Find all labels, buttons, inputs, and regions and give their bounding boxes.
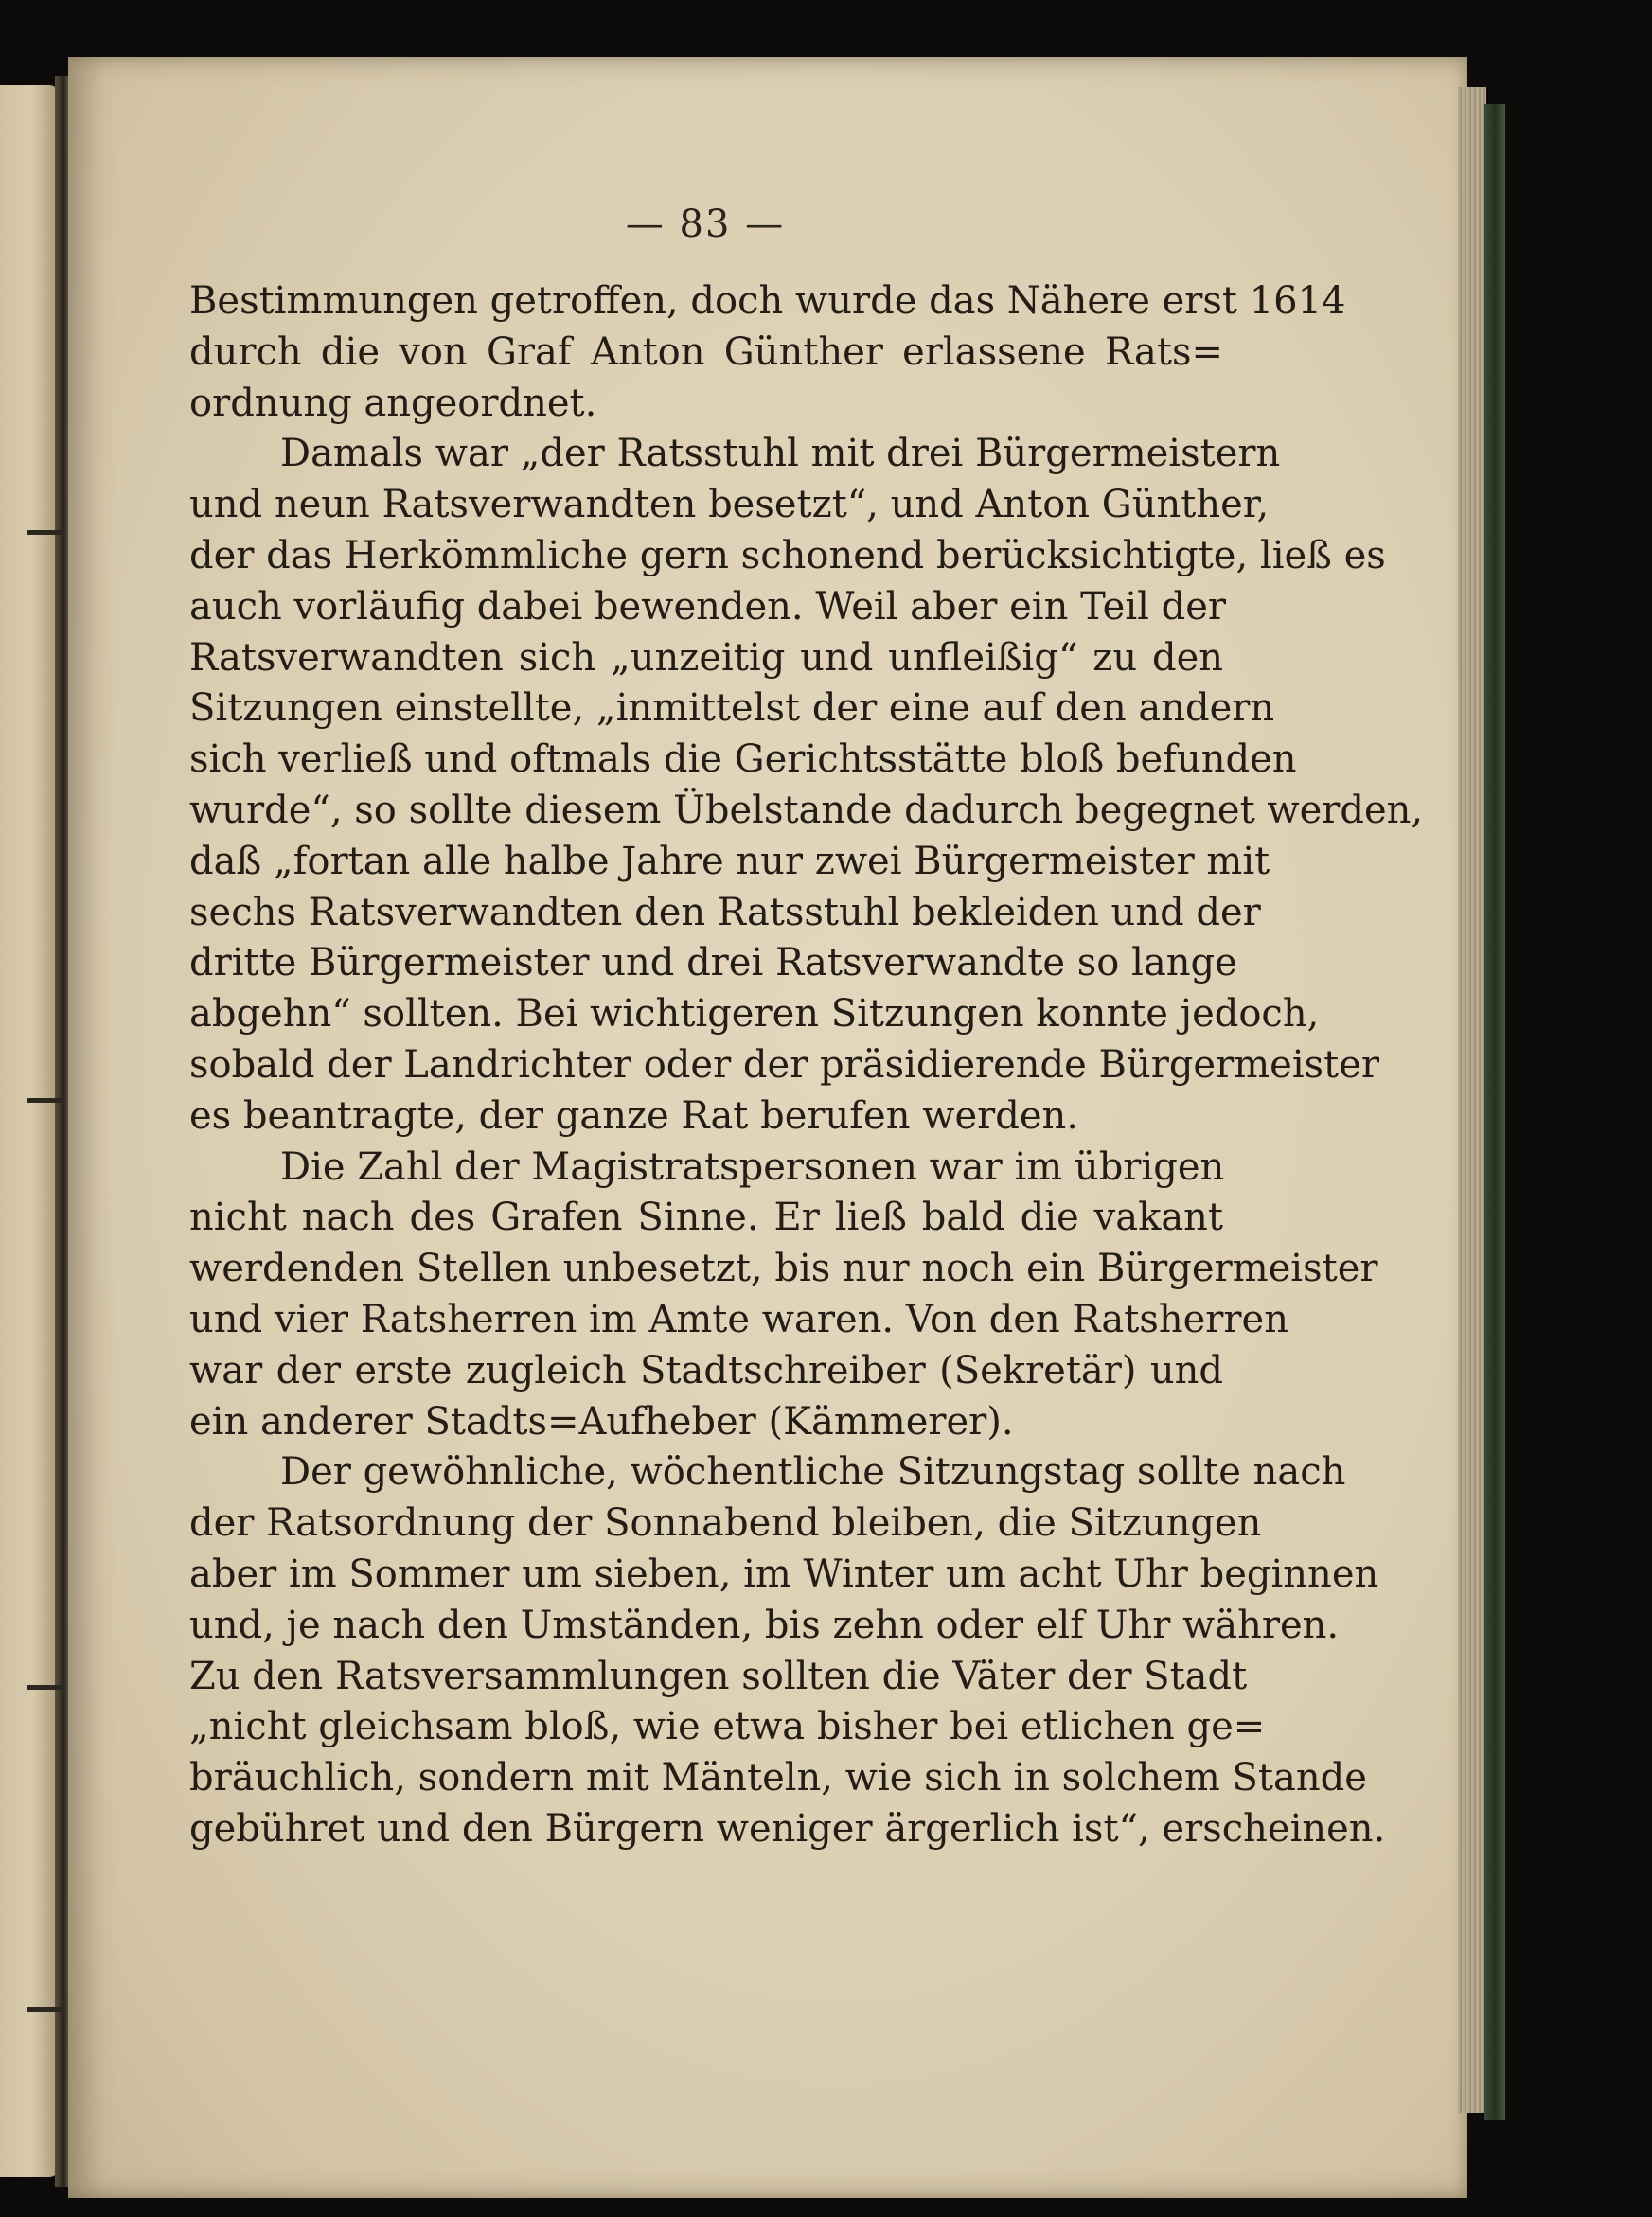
text-line: es beantragte, der ganze Rat berufen werden.: [189, 1093, 1078, 1138]
body-text: [189, 276, 1424, 1855]
text-line: wurde“, so sollte diesem Übelstande dadurch begegnet werden,: [189, 788, 1424, 832]
text-line: ordnung angeordnet.: [189, 381, 597, 425]
text-line: auch vorläufig dabei bewenden. Weil aber ein Teil der: [189, 584, 1227, 629]
text-line: sobald der Landrichter oder der präsidierende Bürgermeister: [189, 1042, 1380, 1087]
text-line: Sitzungen einstellte, „inmittelst der eine auf den andern: [189, 686, 1275, 731]
text-line: nicht nach des Grafen Sinne. Er ließ bald die vakant: [189, 1196, 1223, 1240]
text-line: sechs Ratsverwandten den Ratsstuhl bekleiden und der: [189, 890, 1261, 934]
paragraph: [189, 1143, 1378, 1448]
text-line: dritte Bürgermeister und drei Ratsverwandte so lange: [189, 941, 1237, 985]
text-line: Ratsverwandten sich „unzeitig und unfleißig“ zu den: [189, 635, 1223, 680]
text-line: „nicht gleichsam bloß, wie etwa bisher bei etlichen ge=: [189, 1705, 1266, 1749]
text-line: der Ratsordnung der Sonnabend bleiben, die Sitzungen: [189, 1501, 1262, 1546]
binding-stitch: [27, 1685, 64, 1690]
text-line: abgehn“ sollten. Bei wichtigeren Sitzungen konnte jedoch,: [189, 992, 1320, 1037]
text-line: aber im Sommer um sieben, im Winter um acht Uhr beginnen: [189, 1552, 1379, 1596]
text-line: der das Herkömmliche gern schonend berücksichtigte, ließ es: [189, 533, 1386, 577]
paragraph: [189, 429, 1424, 1142]
book-cover-edge: [1484, 104, 1505, 2120]
text-line: Damals war „der Ratsstuhl mit drei Bürgermeistern: [280, 432, 1281, 476]
binding-stitch: [27, 530, 64, 535]
binding-stitch: [27, 1098, 64, 1103]
text-line: und neun Ratsverwandten besetzt“, und Anton Günther,: [189, 483, 1270, 527]
text-line: und vier Ratsherren im Amte waren. Von den Ratsherren: [189, 1297, 1288, 1341]
text-line: Die Zahl der Magistratspersonen war im übrigen: [280, 1144, 1225, 1189]
binding-stitch: [27, 2007, 64, 2012]
text-line: Der gewöhnliche, wöchentliche Sitzungstag sollte nach: [280, 1450, 1346, 1495]
text-line: Bestimmungen getroffen, doch wurde das Nähere erst 1614: [189, 279, 1346, 323]
text-line: bräuchlich, sondern mit Mänteln, wie sich in solchem Stande: [189, 1756, 1367, 1800]
page-stack-edge: [1458, 87, 1486, 2113]
text-line: durch die von Graf Anton Günther erlassene Rats=: [189, 329, 1223, 374]
text-line: werdenden Stellen unbesetzt, bis nur noch ein Bürgermeister: [189, 1247, 1378, 1291]
text-line: daß „fortan alle halbe Jahre nur zwei Bürgermeister mit: [189, 839, 1270, 883]
text-line: ein anderer Stadts=Aufheber (Kämmerer).: [189, 1399, 1014, 1444]
text-line: und, je nach den Umständen, bis zehn oder elf Uhr währen.: [189, 1603, 1340, 1647]
text-line: gebühret und den Bürgern weniger ärgerlich ist“, erscheinen.: [189, 1806, 1386, 1851]
paragraph: [189, 276, 1346, 429]
text-line: war der erste zugleich Stadtschreiber (Sekretär) und: [189, 1348, 1223, 1392]
left-page-edge: [0, 85, 59, 2177]
text-line: Zu den Ratsversammlungen sollten die Väter der Stadt: [189, 1654, 1248, 1698]
paragraph: [189, 1447, 1386, 1854]
text-line: sich verließ und oftmals die Gerichtsstätte bloß befunden: [189, 737, 1297, 782]
page-number-header: — 83 —: [625, 203, 786, 246]
